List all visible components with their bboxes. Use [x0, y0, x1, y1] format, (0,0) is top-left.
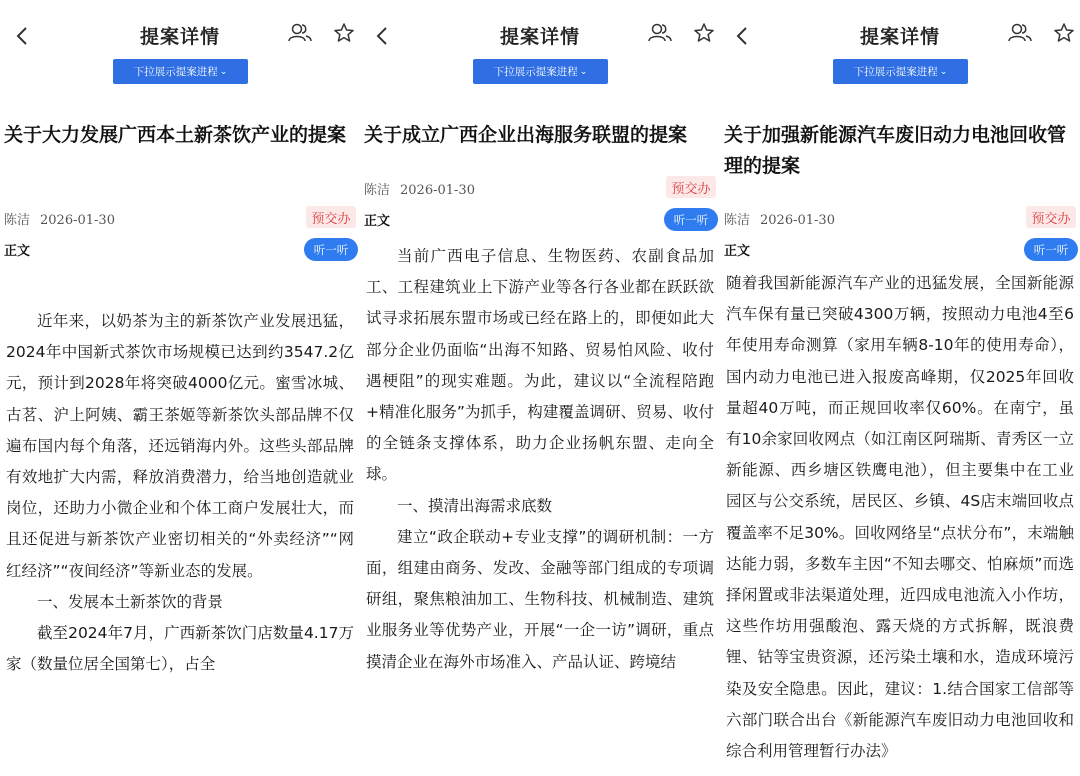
- proposal-panel-2: [360, 0, 720, 776]
- author-line: [724, 209, 835, 228]
- body-label: 正文: [364, 214, 391, 229]
- author-name: 陈洁: [364, 183, 391, 198]
- paragraph: 建立“政企联动+专业支撑”的调研机制：一方面，组建由商务、发改、金融等部门组成的专项调研组，聚焦粮油加工、生物科技、机械制造、建筑业服务业等优势产业，开展“一企一访”调研，重点摸清企业在海外市场准入、产品认证、跨境结: [366, 527, 714, 671]
- chevron-down-icon: ⌄: [579, 66, 588, 77]
- chevron-down-icon: ⌄: [939, 66, 948, 77]
- show-progress-button[interactable]: [833, 59, 968, 84]
- favorite-button[interactable]: [333, 22, 359, 48]
- page-title: 提案详情: [859, 26, 940, 48]
- progress-label: 下拉展示提案进程: [133, 66, 218, 78]
- proposal-headline: 关于成立广西企业出海服务联盟的提案: [364, 124, 688, 146]
- people-icon: [647, 22, 673, 44]
- body-label: 正文: [4, 244, 31, 259]
- proposal-content: [366, 241, 714, 678]
- people-button[interactable]: [647, 22, 673, 48]
- status-badge: 预交办: [666, 176, 716, 198]
- body-label: 正文: [724, 244, 751, 259]
- author-line: [4, 209, 115, 228]
- favorite-button[interactable]: [1053, 22, 1079, 48]
- people-button[interactable]: [1007, 22, 1033, 48]
- author-name: 陈洁: [724, 213, 751, 228]
- star-icon: [1053, 22, 1075, 44]
- people-icon: [1007, 22, 1033, 44]
- top-bar: [720, 14, 1080, 58]
- proposal-content: [726, 268, 1074, 767]
- publish-date: 2026-01-30: [40, 213, 115, 228]
- publish-date: 2026-01-30: [400, 183, 475, 198]
- top-bar: [0, 14, 360, 58]
- status-badge: 预交办: [306, 206, 356, 228]
- listen-button[interactable]: 听一听: [664, 208, 718, 231]
- proposal-panel-1: [0, 0, 360, 776]
- listen-button[interactable]: 听一听: [1024, 238, 1078, 261]
- favorite-button[interactable]: [693, 22, 719, 48]
- paragraph: 随着我国新能源汽车产业的迅猛发展，全国新能源汽车保有量已突破4300万辆，按照动力电池4至6年使用寿命测算（家用车辆8-10年的使用寿命），国内动力电池已进入报废高峰期，仅2025年回收量超40万吨，而正规回收率仅60%。在南宁，虽有10余家回收网点（如江南区阿瑞斯、青秀区一立新能源、西乡塘区铁鹰电池），但主要集中在工业园区与公交系统，居民区、乡镇、4S店末端回收点覆盖率不足30%。回收网络呈“点状分布”，末端触达能力弱，多数车主因“不知去哪交、怕麻烦”而选择闲置或非法渠道处理，近四成电池流入小作坊，这些作坊用强酸泡、露天烧的方式拆解，既浪费锂、钴等宝贵资源，还污染土壤和水，造成环境污染及安全隐患。因此，建议：1.结合国家工信部等六部门联合出台《新能源汽车废旧动力电池回收和综合利用管理暂行办法》: [726, 274, 1074, 761]
- paragraph: 截至2024年7月，广西新茶饮门店数量4.17万家（数量位居全国第七），占全: [6, 624, 354, 674]
- publish-date: 2026-01-30: [760, 213, 835, 228]
- listen-button[interactable]: 听一听: [304, 238, 358, 261]
- star-icon: [693, 22, 715, 44]
- status-badge: 预交办: [1026, 206, 1076, 228]
- show-progress-button[interactable]: [473, 59, 608, 84]
- proposal-headline: 关于加强新能源汽车废旧动力电池回收管理的提案: [724, 124, 1067, 177]
- section-heading: 一、摸清出海需求底数: [397, 496, 553, 515]
- proposal-panel-3: [720, 0, 1080, 776]
- author-line: [364, 179, 475, 198]
- page-title: 提案详情: [499, 26, 580, 48]
- people-button[interactable]: [287, 22, 313, 48]
- proposal-headline: 关于大力发展广西本土新茶饮产业的提案: [4, 124, 347, 146]
- show-progress-button[interactable]: [113, 59, 248, 84]
- progress-label: 下拉展示提案进程: [493, 66, 578, 78]
- progress-label: 下拉展示提案进程: [853, 66, 938, 78]
- section-heading: 一、发展本土新茶饮的背景: [37, 592, 224, 611]
- paragraph: 近年来，以奶茶为主的新茶饮产业发展迅猛，2024年中国新式茶饮市场规模已达到约3547.2亿元，预计到2028年将突破4000亿元。蜜雪冰城、古茗、沪上阿姨、霸王茶姬等新茶饮头部品牌不仅遍布国内每个角落，还远销海内外。这些头部品牌有效地扩大内需，释放消费潜力，给当地创造就业岗位，还助力小微企业和个体工商户发展壮大，而且还促进与新茶饮产业密切相关的“外卖经济”“网红经济”“夜间经济”等新业态的发展。: [6, 312, 354, 580]
- people-icon: [287, 22, 313, 44]
- page-title: 提案详情: [139, 26, 220, 48]
- paragraph: 当前广西电子信息、生物医药、农副食品加工、工程建筑业上下游产业等各行各业都在跃跃欲试寻求拓展东盟市场或已经在路上的，即便如此大部分企业仍面临“出海不知路、贸易怕风险、收付遇梗阻”的现实难题。为此，建议以“全流程陪跑+精准化服务”为抓手，构建覆盖调研、贸易、收付的全链条支撑体系，助力企业扬帆东盟、走向全球。: [366, 247, 714, 484]
- chevron-down-icon: ⌄: [219, 66, 228, 77]
- star-icon: [333, 22, 355, 44]
- proposal-content: [6, 306, 354, 680]
- top-bar: [360, 14, 720, 58]
- author-name: 陈洁: [4, 213, 31, 228]
